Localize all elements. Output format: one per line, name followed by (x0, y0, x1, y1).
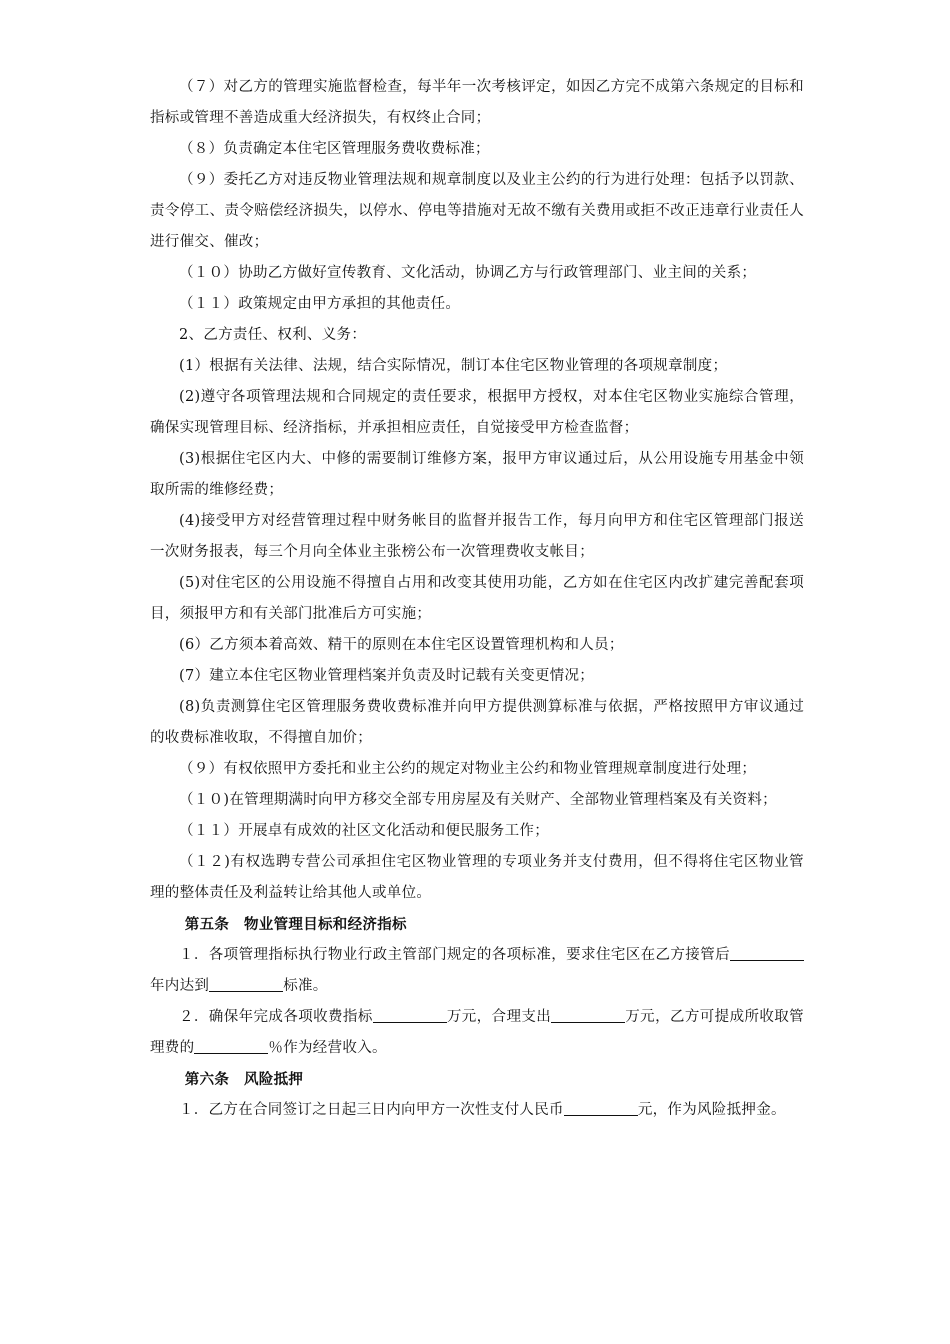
article-5-heading: 第五条 物业管理目标和经济指标 (184, 916, 407, 933)
paragraph-party-b-duty-11: （１１）开展卓有成效的社区文化活动和便民服务工作； (179, 823, 549, 839)
paragraph-party-b-duty-3: (3)根据住宅区内大、中修的需要制订维修方案，报甲方审议通过后，从公用设施专用基金中领取所需的维修经费； (150, 451, 804, 498)
paragraph-party-b-duty-7: (7）建立本住宅区物业管理档案并负责及时记载有关变更情况； (179, 668, 595, 684)
article-5-item-2-text-a: ２．确保年完成各项收费指标 (179, 1009, 373, 1025)
paragraph-party-b-duty-5: (5)对住宅区的公用设施不得擅自占用和改变其使用功能，乙方如在住宅区内改扩建完善配套项目，须报甲方和有关部门批准后方可实施； (150, 575, 804, 622)
paragraph-party-a-duty-8: （８）负责确定本住宅区管理服务费收费标准； (179, 141, 490, 157)
paragraph-party-b-duty-8: (8)负责测算住宅区管理服务费收费标准并向甲方提供测算标准与依据，严格按照甲方审议通过的收费标准收取，不得擅自加价； (150, 699, 804, 746)
fill-in-blank-deposit-amount[interactable] (564, 1101, 638, 1117)
paragraph-party-b-duty-10: （１０)在管理期满时向甲方移交全部专用房屋及有关财产、全部物业管理档案及有关资料； (179, 792, 777, 808)
article-6-item-1 (150, 1095, 804, 1126)
article-5-item-1-text-a: １．各项管理指标执行物业行政主管部门规定的各项标准，要求住宅区在乙方接管后 (179, 947, 730, 963)
fill-in-blank-percentage[interactable] (194, 1039, 268, 1055)
fill-in-blank-years[interactable] (730, 946, 804, 962)
article-6-item-1-text-b: 元，作为风险抵押金。 (637, 1102, 786, 1118)
paragraph-party-b-duty-2: (2)遵守各项管理法规和合同规定的责任要求，根据甲方授权，对本住宅区物业实施综合管理，确保实现管理目标、经济指标，并承担相应责任，自觉接受甲方检查监督； (150, 389, 804, 436)
fill-in-blank-standard[interactable] (209, 977, 283, 993)
paragraph-party-b-duty-6: (6）乙方须本着高效、精干的原则在本住宅区设置管理机构和人员； (179, 637, 624, 653)
article-5-item-2-text-b: 万元，合理支出 (446, 1009, 552, 1025)
paragraph-party-b-duty-9: （９）有权依照甲方委托和业主公约的规定对物业主公约和物业管理规章制度进行处理； (179, 761, 757, 777)
paragraph-party-a-duty-10: （１０）协助乙方做好宣传教育、文化活动，协调乙方与行政管理部门、业主间的关系； (179, 265, 757, 281)
document-body (150, 72, 804, 1126)
paragraph-party-a-duty-11: （１１）政策规定由甲方承担的其他责任。 (179, 296, 461, 312)
article-5-item-1-text-b: 年内达到 (150, 978, 210, 994)
paragraph-party-b-duty-1: (1）根据有关法律、法规，结合实际情况，制订本住宅区物业管理的各项规章制度； (179, 358, 728, 374)
paragraph-party-b-duty-12: （１２)有权选聘专营公司承担住宅区物业管理的专项业务并支付费用，但不得将住宅区物业管理的整体责任及利益转让给其他人或单位。 (150, 854, 804, 901)
article-6-heading: 第六条 风险抵押 (184, 1071, 304, 1088)
article-5-item-2 (150, 1002, 804, 1064)
article-5-item-1 (150, 940, 804, 1002)
paragraph-party-b-duty-4: (4)接受甲方对经营管理过程中财务帐目的监督并报告工作，每月向甲方和住宅区管理部门报送一次财务报表，每三个月向全体业主张榜公布一次管理费收支帐目； (150, 513, 804, 560)
paragraph-party-a-duty-9: （９）委托乙方对违反物业管理法规和规章制度以及业主公约的行为进行处理：包括予以罚款、责令停工、责令赔偿经济损失，以停水、停电等措施对无故不缴有关费用或拒不改正违章行业责任人进行催交、催改； (150, 172, 804, 250)
article-5-item-2-text-c: 万元，乙方可提成所收取管理费的 (150, 1009, 804, 1056)
article-5-item-2-text-d: ％作为经营收入。 (268, 1040, 387, 1056)
section-party-b-responsibilities: 2、乙方责任、权利、义务： (179, 327, 367, 343)
paragraph-party-a-duty-7: （７）对乙方的管理实施监督检查，每半年一次考核评定，如因乙方完不成第六条规定的目标和指标或管理不善造成重大经济损失，有权终止合同； (150, 79, 804, 126)
article-5-item-1-text-c: 标准。 (283, 978, 328, 994)
fill-in-blank-fee-target[interactable] (373, 1008, 447, 1024)
article-6-item-1-text-a: １．乙方在合同签订之日起三日内向甲方一次性支付人民币 (179, 1102, 564, 1118)
fill-in-blank-expenditure[interactable] (551, 1008, 625, 1024)
